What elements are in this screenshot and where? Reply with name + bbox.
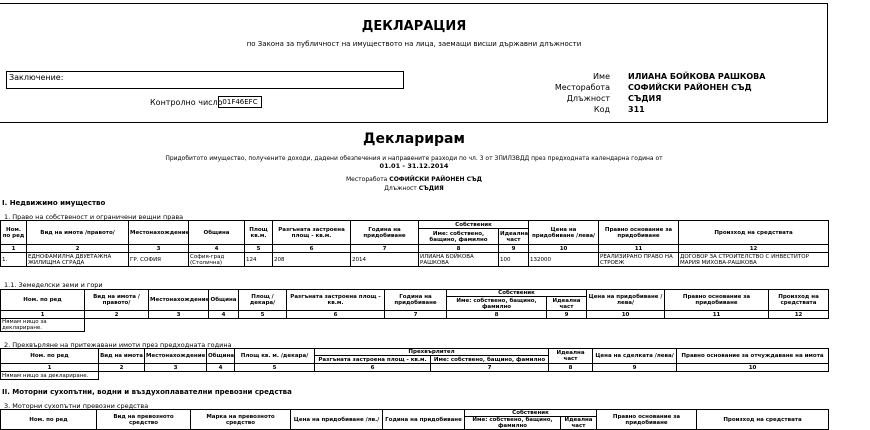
col-funds-origin: Произход на средствата [769,290,829,311]
col-owner: Собственик [465,410,597,417]
conclusion-field[interactable] [6,71,404,89]
num-cell: 7 [385,311,447,319]
col-funds-origin: Произход на средствата [697,410,829,430]
control-number-label: Контролно число [150,98,223,107]
num-cell: 6 [315,364,431,372]
table-row [1,372,829,380]
declare-title: Декларирам [363,131,465,147]
col-share: Идеална част [500,230,529,243]
col-share: Идеална част [547,297,587,311]
col-legal-basis: Правно основание за придобиване [665,290,769,311]
subsection-1-1-title: 1.1. Земеделски земи и гори [4,281,103,289]
transfer-table [0,348,829,380]
col-price: Цена на придобиване / лева/ [587,290,665,311]
empty-notice: Нямам нищо за деклариране. [1,372,99,380]
num-cell: 1 [1,311,85,319]
declare-position [0,185,828,192]
row-owner-name: ИЛИАНА БОЙКОВА РАШКОВА [419,253,499,267]
col-area: Площ кв. м. /декара/ [235,349,315,364]
num-cell: 2 [99,364,145,372]
workplace-label: Месторабота [554,83,610,92]
table-row [1,319,829,332]
ownership-table [0,220,829,267]
col-location: Местонахождение [145,349,207,364]
conclusion-label: Заключение: [9,73,64,82]
col-price: Цена на придобиване /лева/ [529,221,599,245]
num-cell: 6 [273,245,351,253]
section-1-title: I. Недвижимо имущество [2,199,106,207]
col-owner-name: Име: собствено, бащино, фамилно [465,417,561,430]
row-legal-basis: РЕАЛИЗИРАНО ПРАВО НА СТРОЕЖ [599,253,679,267]
declare-subtitle: Придобитото имущество, получените доходи, дадени обезпечения и направените разходи по чл. 3 от ЗПИЛЗВДД през предходната календарна година от [165,155,663,162]
col-owner: Собственик [447,290,587,297]
vehicles-table [0,409,829,430]
row-year: 2014 [351,253,419,267]
num-cell: 8 [419,245,499,253]
position-label: Длъжност [566,94,610,103]
col-transferor: Прехвърлител [315,349,549,356]
declaration-title: ДЕКЛАРАЦИЯ [361,19,467,34]
col-municipality: Община [189,221,245,245]
num-cell: 5 [239,311,287,319]
num-cell: 11 [599,245,679,253]
declare-position-label: Длъжност [384,185,417,192]
row-location: ГР. СОФИЯ [129,253,189,267]
col-owner: Собственик [419,221,529,229]
col-owner-name: Име: собствено, бащино, фамилно [431,356,549,364]
col-municipality: Община [209,290,239,311]
row-area: 124 [245,253,273,267]
num-cell: 9 [547,311,587,319]
col-number: Ном. по ред [1,349,99,364]
col-share: Идеална част [561,417,597,430]
col-legal-basis: Правно основание за придобиване [597,410,697,430]
num-cell: 3 [145,364,207,372]
row-price: 132000 [529,253,599,267]
col-location: Местонахождение [129,221,189,245]
table-row [1,253,829,267]
num-cell: 1 [1,245,27,253]
num-cell: 8 [447,311,547,319]
row-share: 100 [499,253,529,267]
code-value: 311 [628,105,645,114]
num-cell: 8 [549,364,593,372]
subsection-3-title: 3. Моторни сухопътни превозни средства [4,402,149,410]
col-legal-basis: Правно основание за отчуждаване на имота [677,349,829,364]
code-label: Код [593,105,610,114]
empty-notice: Нямам нищо за деклариране. [1,319,85,332]
col-number: Ном. по ред [1,410,97,430]
col-location: Местонахождение [149,290,209,311]
col-year: Година на придобиване [351,221,419,245]
col-property-type: Вид на имота /правото/ [27,221,129,245]
num-cell: 4 [189,245,245,253]
declare-position-value: СЪДИЯ [418,185,444,192]
col-year: Година на придобиване [385,290,447,311]
col-built-area: Разгъната застроена площ - кв.м. [287,290,385,311]
num-cell: 1 [1,364,99,372]
col-deal-price: Цена на сделката /лева/ [593,349,677,364]
col-area: Площ кв.м. [245,221,273,245]
col-area: Площ / декара/ [239,290,287,311]
num-cell: 5 [245,245,273,253]
num-cell: 2 [85,311,149,319]
col-vehicle-brand: Марка на превозното средство [191,410,291,430]
declare-workplace [0,176,828,183]
col-owner-name: Име: собствено, бащино, фамилно [419,229,499,245]
num-cell: 4 [207,364,235,372]
declaration-subtitle: по Закона за публичност на имуществото на лица, заемащи висши държавни длъжности [246,40,582,48]
agricultural-land-table [0,289,829,332]
num-cell: 3 [149,311,209,319]
col-legal-basis: Правно основание за придобиване [599,221,679,245]
num-cell: 10 [529,245,599,253]
col-municipality: Община [207,349,235,364]
num-cell: 4 [209,311,239,319]
num-cell: 11 [665,311,769,319]
col-price: Цена на придобиване /лв./ [291,410,383,430]
declare-workplace-label: Месторабота [346,176,388,183]
control-number-field[interactable]: 01F46EFC [218,96,262,108]
col-built-area: Разгъната застроена площ - кв.м. [273,221,351,245]
name-value: ИЛИАНА БОЙКОВА РАШКОВА [628,72,766,81]
num-cell: 9 [499,245,529,253]
num-cell: 6 [287,311,385,319]
col-property-type: Вид на имота / правото/ [85,290,149,311]
col-vehicle-type: Вид на превозното средство [97,410,191,430]
section-2-title: II. Моторни сухопътни, водни и въздухоплавателни превозни средства [2,388,292,396]
col-owner-name: Име: собствено, бащино, фамилно [447,297,547,311]
name-label: Име [593,72,610,81]
row-number: 1. [1,253,27,267]
num-cell: 5 [235,364,315,372]
num-cell: 10 [587,311,665,319]
workplace-value: СОФИЙСКИ РАЙОНЕН СЪД [628,83,752,92]
col-funds-origin: Произход на средствата [679,221,829,245]
declare-workplace-value: СОФИЙСКИ РАЙОНЕН СЪД [389,176,482,183]
declare-period: 01.01 - 31.12.2014 [379,162,449,170]
col-property-type: Вид на имота [99,349,145,364]
col-year: Година на придобиване [383,410,465,430]
col-number: Ном. по ред [1,290,85,311]
num-cell: 3 [129,245,189,253]
row-property-type: ЕДНОФАМИЛНА ДВУЕТАЖНА ЖИЛИЩНА СГРАДА [27,253,129,267]
col-built-area: Разгъната застроена площ - кв.м. [315,356,431,364]
subsection-1-title: 1. Право на собственост и ограничени вещни права [4,213,184,221]
num-cell: 10 [677,364,829,372]
row-municipality: София-град (Столична) [189,253,245,267]
num-cell: 7 [351,245,419,253]
col-share: Идеална част [549,349,593,364]
position-value: СЪДИЯ [628,94,662,103]
num-cell: 12 [679,245,829,253]
subsection-2-title: 2. Прехвърляне на притежавани имоти през предходната година [4,341,232,349]
num-cell: 7 [431,364,549,372]
row-built-area: 208 [273,253,351,267]
col-number: Ном. по ред [1,221,27,245]
num-cell: 12 [769,311,829,319]
num-cell: 2 [27,245,129,253]
row-funds-origin: ДОГОВОР ЗА СТРОИТЕЛСТВО С ИНВЕСТИТОР МАРИЯ МИХОВА-РАШКОВА [679,253,829,267]
num-cell: 9 [593,364,677,372]
